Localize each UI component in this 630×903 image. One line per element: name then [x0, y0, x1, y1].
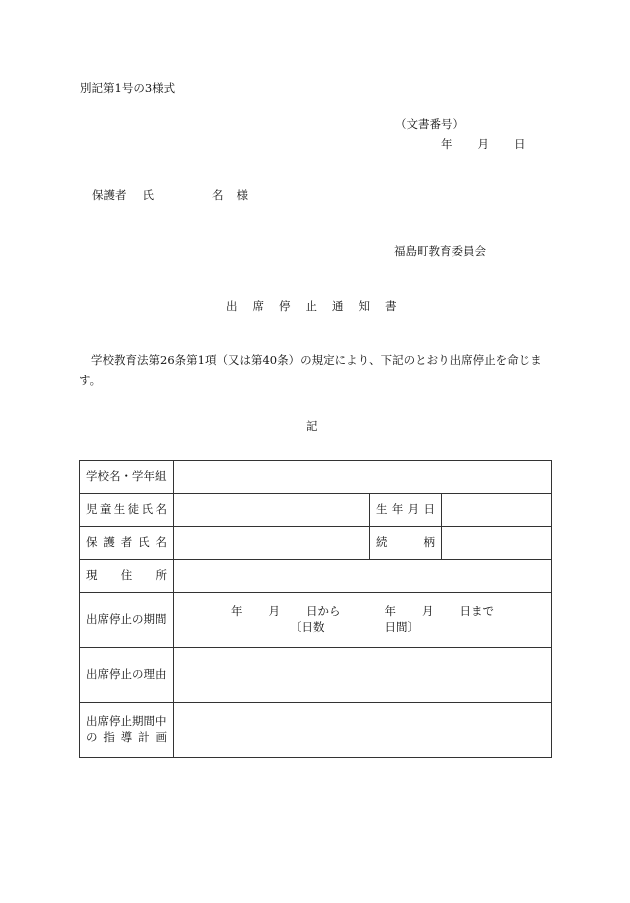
title-char: 止	[305, 299, 317, 313]
table-row	[80, 648, 552, 703]
relation-label	[370, 527, 442, 560]
period-field[interactable]	[174, 593, 552, 648]
table-row	[80, 494, 552, 527]
school-label: 学校名・学年組	[80, 461, 174, 494]
label-char: 氏	[138, 535, 150, 550]
school-field[interactable]	[174, 461, 552, 494]
label-char: の	[86, 730, 98, 744]
label-char: 徒	[127, 502, 140, 517]
label-char: 住	[120, 568, 133, 583]
guardian-addressee	[92, 190, 248, 202]
title-char: 通	[332, 299, 344, 313]
date-month: 月	[477, 137, 489, 151]
guardian-name-label-text	[86, 535, 167, 551]
ki-heading: 記	[306, 419, 318, 433]
period-month1: 月	[268, 604, 280, 619]
label-char: 氏	[141, 502, 154, 517]
label-char: 画	[155, 730, 167, 744]
period-days-close: 日間〕	[384, 620, 419, 634]
label-char: 護	[103, 535, 115, 550]
title-char: 出	[226, 299, 238, 313]
date-day: 日	[514, 137, 526, 151]
label-char: 生	[376, 502, 388, 517]
label-char: 導	[120, 730, 133, 744]
title-char: 停	[279, 299, 291, 313]
period-line2	[180, 620, 545, 636]
address-field[interactable]	[174, 560, 552, 593]
title-char: 席	[252, 299, 264, 313]
birthdate-label	[370, 494, 442, 527]
birthdate-field[interactable]	[442, 494, 552, 527]
period-day-from: 日から	[306, 604, 341, 619]
guardian-mei: 名	[212, 188, 224, 202]
student-name-field[interactable]	[174, 494, 370, 527]
period-month2: 月	[422, 604, 434, 619]
date-year: 年	[441, 137, 453, 151]
guidance-label-line2	[86, 730, 167, 746]
student-name-label	[80, 494, 174, 527]
label-char: 月	[407, 502, 420, 517]
label-char: 者	[120, 535, 133, 550]
label-char: 年	[391, 502, 404, 517]
birthdate-label-text	[376, 502, 435, 518]
table-row	[80, 560, 552, 593]
label-char: 続	[376, 535, 388, 550]
period-label: 出席停止の期間	[80, 593, 174, 648]
guardian-name-field[interactable]	[174, 527, 370, 560]
table-row	[80, 461, 552, 494]
label-char: 生	[113, 502, 126, 517]
label-char: 指	[103, 730, 115, 744]
reason-label: 出席停止の理由	[80, 648, 174, 703]
address-label	[80, 560, 174, 593]
guardian-sama: 様	[236, 188, 248, 202]
relation-label-text	[376, 535, 435, 551]
guidance-field[interactable]	[174, 703, 552, 758]
label-char: 所	[155, 568, 167, 583]
guidance-label	[80, 703, 174, 758]
period-line1	[180, 604, 545, 620]
guardian-name-label	[80, 527, 174, 560]
title-char: 知	[358, 299, 370, 313]
period-year2: 年	[384, 604, 396, 619]
label-char: 童	[99, 502, 112, 517]
body-text: 学校教育法第26条第1項（又は第40条）の規定により、下記のとおり出席停止を命じます。	[79, 353, 542, 387]
form-number: 別記第1号の3様式	[80, 81, 176, 95]
period-year1: 年	[231, 604, 243, 619]
document-number: （文書番号）	[395, 117, 464, 131]
label-char: 名	[155, 502, 167, 517]
table-row	[80, 593, 552, 648]
title-char: 書	[385, 299, 397, 313]
address-label-text	[86, 568, 167, 584]
label-char: 計	[138, 730, 150, 744]
guardian-shi: 氏	[142, 188, 154, 202]
label-char: 日	[423, 502, 435, 517]
issuer: 福島町教育委員会	[394, 244, 486, 258]
label-char: 児	[86, 502, 98, 517]
guardian-label: 保護者	[92, 188, 127, 202]
student-name-label-text	[86, 502, 167, 518]
relation-field[interactable]	[442, 527, 552, 560]
reason-field[interactable]	[174, 648, 552, 703]
label-char: 現	[86, 568, 98, 583]
document-title	[226, 301, 397, 313]
label-char: 柄	[423, 535, 435, 550]
period-day-until: 日まで	[459, 604, 494, 619]
label-char: 名	[155, 535, 167, 550]
period-days-open: 〔日数	[290, 620, 325, 634]
table-row	[80, 527, 552, 560]
info-table	[79, 460, 552, 758]
table-row	[80, 703, 552, 758]
date-line	[441, 139, 526, 151]
label-char: 保	[86, 535, 98, 550]
guidance-label-line1: 出席停止期間中	[86, 714, 167, 729]
